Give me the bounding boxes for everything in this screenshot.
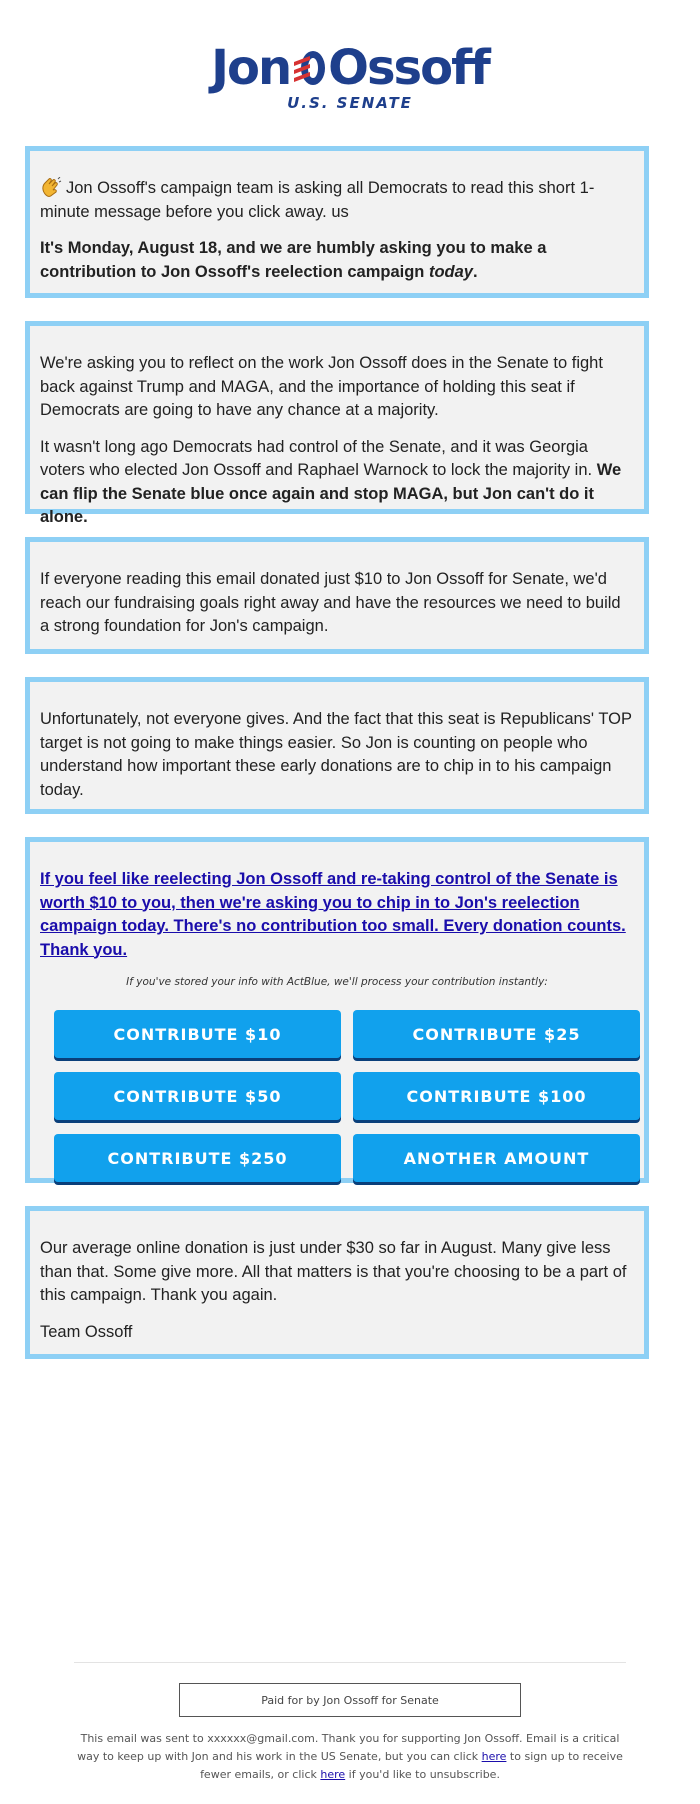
logo-wordmark <box>211 40 489 96</box>
intro-bold <box>40 237 634 284</box>
logo-last-name: Ossoff <box>328 40 489 96</box>
contribute-100-button[interactable]: CONTRIBUTE $100 <box>353 1072 640 1120</box>
closing-paragraph: Our average online donation is just under $30 so far in August. Many give less than that. Some give more. All that matters is that you're choosing to be a part of this campaign. Thank you again. <box>40 1239 627 1304</box>
georgia-text: It wasn't long ago Democrats had control of the Senate, and it was Georgia voters who elected Jon Ossoff and Raphael Warnock to lock the majority in. <box>40 437 597 479</box>
paid-for-box <box>179 1683 521 1717</box>
signature: Team Ossoff <box>40 1322 133 1341</box>
not-everyone-paragraph: Unfortunately, not everyone gives. And the fact that this seat is Republicans' TOP target is not going to make things easier. So Jon is counting on people who understand how important these early donations are to chip in to his campaign today. <box>40 710 632 799</box>
recipient-email: xxxxxx@gmail.com <box>207 1732 315 1745</box>
contribute-buttons <box>54 1010 634 1182</box>
not-everyone-card <box>25 677 649 814</box>
footer-divider <box>74 1662 626 1663</box>
closing-card <box>25 1206 649 1359</box>
intro-bold-end: . <box>472 262 478 281</box>
unsubscribe-link[interactable]: here <box>320 1768 346 1781</box>
contribute-250-button[interactable]: CONTRIBUTE $250 <box>54 1134 341 1182</box>
contribute-10-button[interactable]: CONTRIBUTE $10 <box>54 1010 341 1058</box>
intro-line <box>40 177 634 224</box>
fundraising-paragraph: If everyone reading this email donated just $10 to Jon Ossoff for Senate, we'd reach our fundraising goals right away and have the resources we need to build a strong foundation for Jon's campaign. <box>40 570 621 635</box>
footer-body: . Thank you for supporting Jon Ossoff. Email is a critical way to keep up with Jon and his work in the US Senate, but you can click <box>77 1732 620 1763</box>
another-amount-button[interactable]: ANOTHER AMOUNT <box>353 1134 640 1182</box>
footer-intro: This email was sent to <box>80 1732 208 1745</box>
intro-card <box>25 146 649 298</box>
flip-senate-text: We can flip the Senate blue once again and stop MAGA, but Jon can't do it alone. <box>40 461 622 526</box>
logo-first-name: Jon <box>211 40 291 96</box>
reflect-card <box>25 321 649 526</box>
fundraising-card <box>25 537 649 654</box>
footer-end: if you'd like to unsubscribe. <box>345 1768 500 1781</box>
waving-hand-icon <box>40 177 62 197</box>
logo-stripes-icon <box>292 48 326 88</box>
paid-for-text: Paid for by Jon Ossoff for Senate <box>261 1693 439 1707</box>
logo-subtitle: U.S. SENATE <box>287 94 413 112</box>
donate-card <box>25 837 649 1183</box>
contribute-25-button[interactable]: CONTRIBUTE $25 <box>353 1010 640 1058</box>
logo <box>0 40 700 112</box>
donate-link[interactable]: If you feel like reelecting Jon Ossoff and re-taking control of the Senate is worth $10 to you, then we're asking you to chip in to Jon's reelection campaign today. There's no contribution too small. Every donation counts. Thank you. <box>40 870 626 959</box>
georgia-paragraph <box>40 436 634 530</box>
intro-text: Jon Ossoff's campaign team is asking all Democrats to read this short 1-minute message before you click away. us <box>40 179 595 221</box>
actblue-note: If you've stored your info with ActBlue, we'll process your contribution instantly: <box>126 976 548 988</box>
footer-text <box>70 1730 630 1784</box>
contribute-50-button[interactable]: CONTRIBUTE $50 <box>54 1072 341 1120</box>
reflect-paragraph: We're asking you to reflect on the work Jon Ossoff does in the Senate to fight back against Trump and MAGA, and the importance of holding this seat if Democrats are going to have any chance at a majority. <box>40 354 603 419</box>
intro-bold-main: It's Monday, August 18, and we are humbly asking you to make a contribution to Jon Ossoff's reelection campaign <box>40 239 547 281</box>
intro-bold-italic: today <box>428 262 473 281</box>
footer-mid: to sign up to receive fewer emails, or click <box>200 1750 623 1781</box>
fewer-emails-link[interactable]: here <box>481 1750 507 1763</box>
